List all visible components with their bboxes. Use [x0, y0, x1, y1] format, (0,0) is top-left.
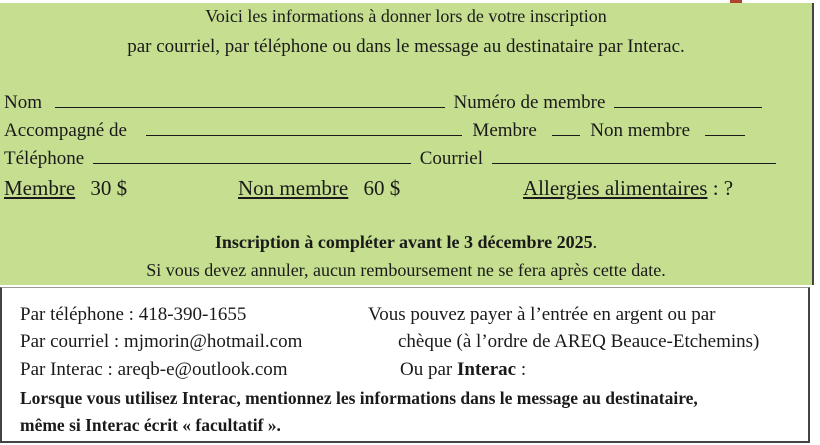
allergies-label: Allergies alimentaires	[523, 176, 708, 200]
membre-price-group	[4, 176, 127, 201]
membre-price-label: Membre	[4, 176, 76, 200]
telephone-row	[4, 148, 776, 170]
contact-interac: Par Interac : areqb-e@outlook.com	[20, 359, 288, 380]
numero-membre-label: Numéro de membre	[453, 92, 606, 113]
telephone-label: Téléphone	[4, 148, 85, 169]
courriel-field[interactable]	[492, 149, 776, 164]
nom-row	[4, 92, 762, 114]
contact-email: Par courriel : mjmorin@hotmail.com	[20, 331, 303, 352]
non-membre-check-label: Non membre	[590, 120, 691, 141]
allergies-value: : ?	[707, 176, 734, 200]
registration-info-panel	[0, 3, 814, 285]
nom-label: Nom	[4, 92, 42, 113]
contact-phone: Par téléphone : 418-390-1655	[20, 304, 247, 325]
intro-line-2: par courriel, par téléphone ou dans le message au destinataire par Interac.	[127, 36, 685, 57]
payment-line-3-suffix: :	[516, 359, 527, 380]
intro-line-1: Voici les informations à donner lors de votre inscription	[205, 6, 607, 26]
numero-membre-field[interactable]	[614, 93, 762, 108]
non-membre-check-field[interactable]	[705, 121, 745, 136]
interac-notice-line-1: Lorsque vous utilisez Interac, mentionnez les informations dans le message au destinataire,	[20, 388, 698, 408]
deadline-period: .	[592, 232, 598, 252]
payment-interac-bold: Interac	[456, 359, 517, 380]
payment-line-2: chèque (à l’ordre de AREQ Beauce-Etchemins)	[398, 331, 760, 352]
interac-notice-line-2: même si Interac écrit « facultatif ».	[20, 415, 281, 435]
accompagne-label: Accompagné de	[4, 120, 127, 141]
deadline-line	[0, 232, 812, 253]
telephone-field[interactable]	[93, 149, 411, 164]
non-membre-price-label: Non membre	[238, 176, 349, 200]
deadline-text: Inscription à compléter avant le 3 décembre 2025	[214, 232, 593, 252]
payment-contact-panel	[0, 287, 810, 443]
payment-line-1: Vous pouvez payer à l’entrée en argent ou par	[368, 304, 716, 325]
accompagne-field[interactable]	[146, 121, 462, 136]
payment-line-3-prefix: Ou par	[400, 359, 457, 380]
non-membre-price-value: 60 $	[363, 176, 401, 200]
membre-check-field[interactable]	[552, 121, 580, 136]
non-membre-price-group	[238, 176, 400, 201]
nom-field[interactable]	[55, 93, 445, 108]
accompagne-row	[4, 120, 745, 142]
membre-price-value: 30 $	[90, 176, 128, 200]
courriel-label: Courriel	[419, 148, 484, 169]
membre-check-label: Membre	[472, 120, 537, 141]
allergies-group	[523, 176, 733, 201]
cancel-note: Si vous devez annuler, aucun remboursement ne se fera après cette date.	[146, 260, 666, 280]
payment-line-3	[400, 359, 526, 381]
